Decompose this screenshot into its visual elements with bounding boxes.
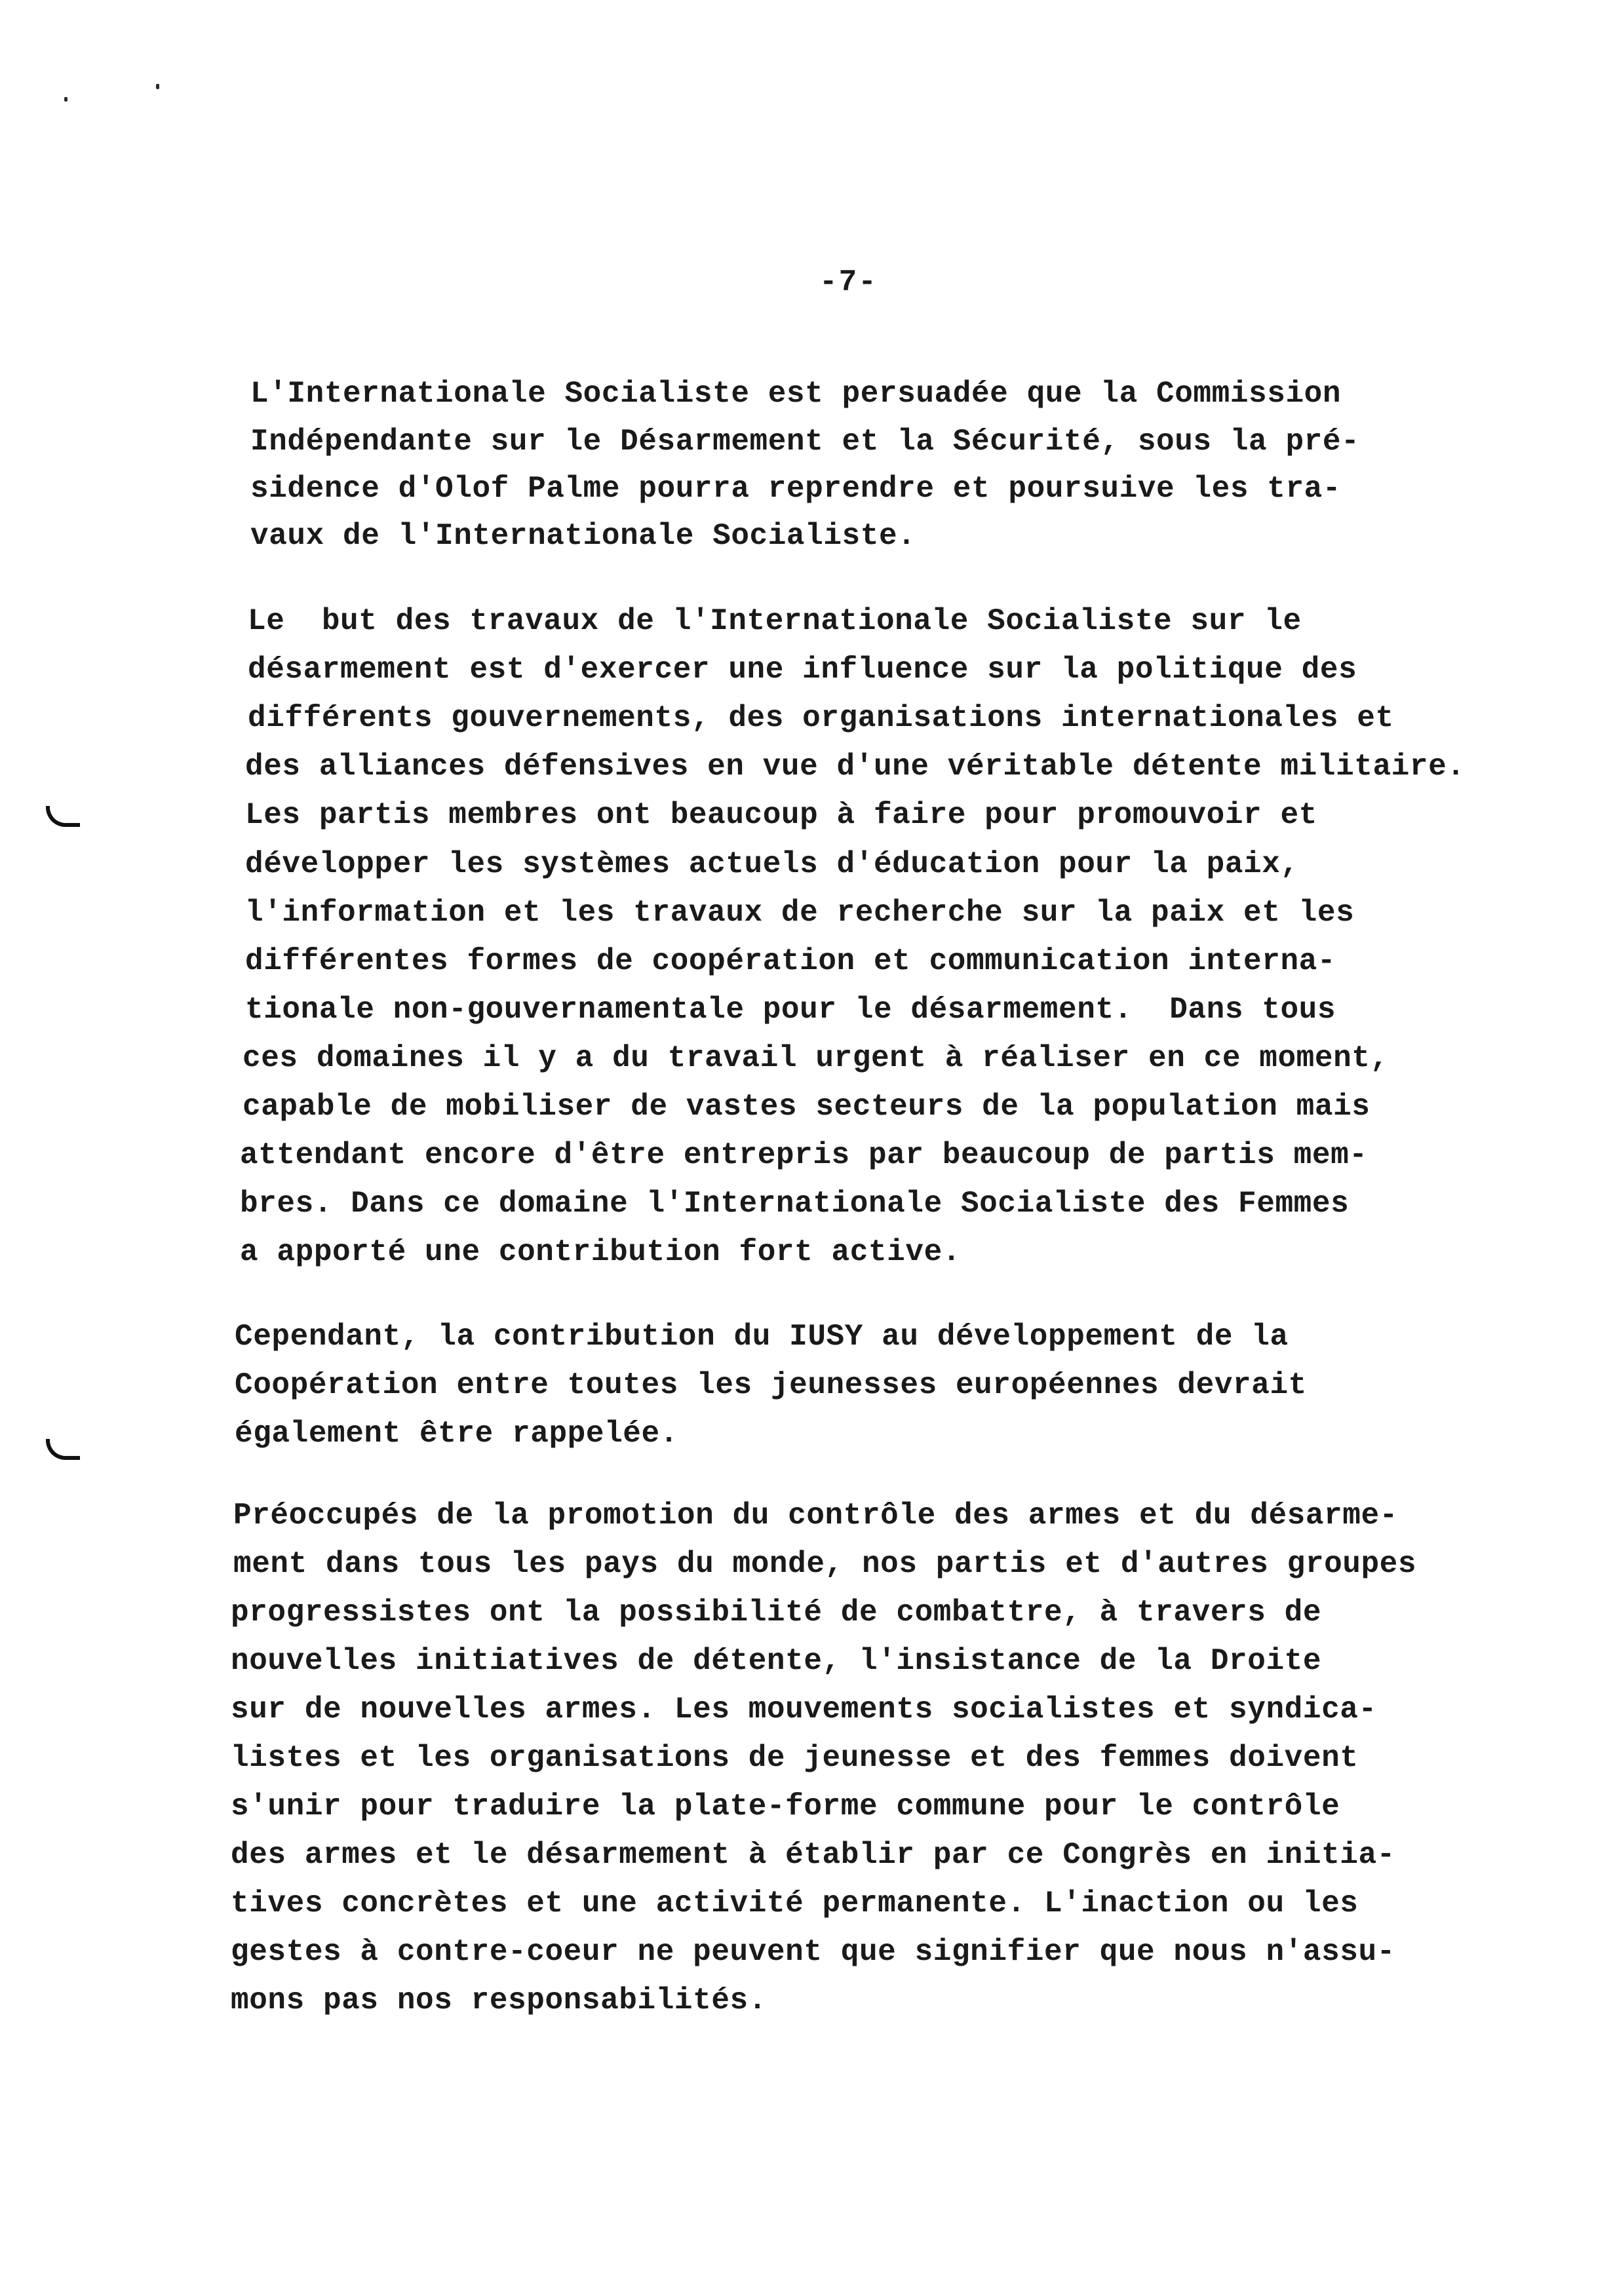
text-line: différents gouvernements, des organisations internationales et bbox=[248, 701, 1394, 735]
text-line: tionale non-gouvernamentale pour le désarmement. Dans tous bbox=[245, 993, 1336, 1027]
text-line: gestes à contre-coeur ne peuvent que signifier que nous n'assu- bbox=[231, 1935, 1395, 1969]
text-line: Les partis membres ont beaucoup à faire pour promouvoir et bbox=[245, 798, 1317, 832]
text-line: sidence d'Olof Palme pourra reprendre et poursuive les tra- bbox=[250, 472, 1342, 506]
text-line: mons pas nos responsabilités. bbox=[231, 1983, 767, 2018]
text-line: sur de nouvelles armes. Les mouvements socialistes et syndica- bbox=[231, 1693, 1377, 1727]
text-line: progressistes ont la possibilité de combattre, à travers de bbox=[231, 1596, 1322, 1630]
margin-binding-mark bbox=[46, 806, 80, 827]
margin-binding-mark bbox=[46, 1439, 80, 1460]
text-line: différentes formes de coopération et communication interna- bbox=[245, 944, 1336, 978]
text-line: ment dans tous les pays du monde, nos partis et d'autres groupes bbox=[233, 1547, 1417, 1581]
text-line: listes et les organisations de jeunesse et des femmes doivent bbox=[231, 1741, 1359, 1775]
stray-mark bbox=[156, 84, 159, 89]
text-line: Indépendante sur le Désarmement et la Sécurité, sous la pré- bbox=[250, 425, 1360, 459]
text-line: bres. Dans ce domaine l'Internationale Socialiste des Femmes bbox=[240, 1187, 1350, 1221]
text-line: tives concrètes et une activité permanente. L'inaction ou les bbox=[231, 1886, 1359, 1921]
stray-mark bbox=[64, 97, 68, 102]
text-line: Cependant, la contribution du IUSY au développement de la bbox=[235, 1320, 1289, 1354]
text-line: capable de mobiliser de vastes secteurs de la population mais bbox=[243, 1090, 1371, 1124]
page-number: -7- bbox=[819, 265, 878, 299]
text-line: Le but des travaux de l'Internationale Socialiste sur le bbox=[248, 604, 1302, 638]
text-line: désarmement est d'exercer une influence sur la politique des bbox=[248, 653, 1357, 687]
text-line: a apporté une contribution fort active. bbox=[240, 1235, 961, 1269]
text-line: l'information et les travaux de recherche sur la paix et les bbox=[245, 896, 1355, 930]
text-line: Préoccupés de la promotion du contrôle des armes et du désarme- bbox=[233, 1499, 1398, 1533]
text-line: également être rappelée. bbox=[235, 1417, 678, 1451]
text-line: ces domaines il y a du travail urgent à réaliser en ce moment, bbox=[243, 1041, 1389, 1075]
text-line: Coopération entre toutes les jeunesses européennes devrait bbox=[235, 1368, 1307, 1402]
text-line: vaux de l'Internationale Socialiste. bbox=[250, 519, 916, 553]
text-line: des armes et le désarmement à établir par ce Congrès en initia- bbox=[231, 1838, 1395, 1872]
text-line: L'Internationale Socialiste est persuadée que la Commission bbox=[250, 377, 1342, 411]
text-line: s'unir pour traduire la plate-forme commune pour le contrôle bbox=[231, 1789, 1340, 1824]
text-line: des alliances défensives en vue d'une véritable détente militaire. bbox=[245, 750, 1466, 784]
text-line: attendant encore d'être entrepris par beaucoup de partis mem- bbox=[240, 1138, 1368, 1172]
text-line: nouvelles initiatives de détente, l'insistance de la Droite bbox=[231, 1644, 1322, 1678]
text-line: développer les systèmes actuels d'éducation pour la paix, bbox=[245, 847, 1299, 881]
